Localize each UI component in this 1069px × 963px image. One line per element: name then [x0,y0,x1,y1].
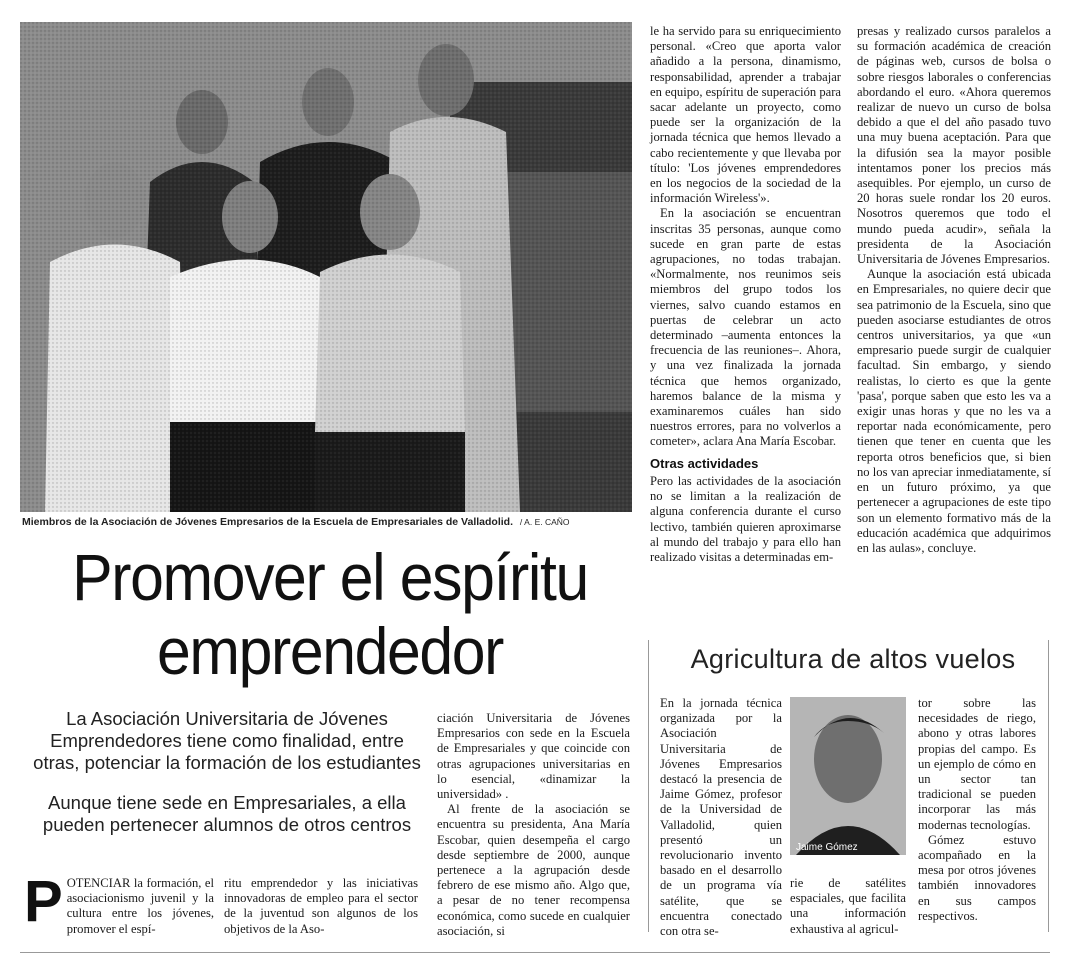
body-column-5-para-1: presas y realizado cursos paralelos a su formación académica de creación de páginas web, cursos de bolsa o sobre riesgos laborales o conferencias abordando el euro. «Ahora queremos realizar de nuevo un curso de bolsa debido a que el del año pasado tuvo una muy buena aceptación. Para que la difusión sea la mayor posible intentamos poner los precios más asequibles. Por ejemplo, un curso de 20 horas suele rondar los 20 euros. Nosotros queremos que todo el mundo pueda acudir», señala la presidenta de la Asociación Universitaria de Jóvenes Empresarios. [857,24,1051,267]
sidebar-column-1 [660,696,782,939]
body-column-1-text: OTENCIAR la formación, el asociacionismo juvenil y la cultura entre los jóvenes, promover el espí- [66,876,214,936]
body-column-3-para-1: ciación Universitaria de Jóvenes Empresarios con sede en la Escuela de Empresariales y que coincide con otras agrupaciones universitarias en lo esencial, «dinamizar la universidad» . [437,711,630,802]
photo-caption-text: Miembros de la Asociación de Jóvenes Empresarios de la Escuela de Empresariales de Valladolid. [22,516,513,528]
headline-line-2: emprendedor [156,614,504,688]
deck-lead: La Asociación Universitaria de Jóvenes Emprendedores tiene como finalidad, entre otras, potenciar la formación de los estudiantes [33,708,421,773]
body-column-4-para-2: En la asociación se encuentran inscritas 35 personas, aunque como sucede en gran parte de estas agrupaciones, no todas trabajan. «Normalmente, nos reunimos seis miembros del grupo todos los viernes, salvo cuando estamos en puertas de celebrar un acto determinado –aumenta entonces la frecuencia de las reuniones–. Ahora, y una vez finalizada la jornada técnica que hemos organizado, haremos balance de la misma y examinaremos cuáles han sido nuestros errores, para no volverlos a cometer», aclara Ana María Escobar. [650,206,841,449]
body-column-2-text: ritu emprendedor y las iniciativas innovadoras de empleo para el sector de la juventud son algunos de los objetivos de la Aso- [224,876,418,936]
body-column-4-para-3: Pero las actividades de la asociación no se limitan a la realización de alguna conferencia durante el curso lectivo, también quieren aproximarse al mundo del trabajo y para ello han realizado visitas a determinadas em- [650,473,841,564]
sidebar-right-rule [1048,640,1049,932]
portrait-illustration [790,697,906,855]
sidebar-left-rule [648,640,649,932]
sidebar-column-1-text: En la jornada técnica organizada por la Asociación Universitaria de Jóvenes Empresarios destacó la presencia de Jaime Gómez, profesor de la Universidad de Valladolid, quien presentó un revolucionario invento basado en el desarrollo de un programa vía satélite, que se encuentra conectado con otra se- [660,696,782,939]
deck-second: Aunque tiene sede en Empresariales, a ella pueden pertenecer alumnos de otros centros [42,792,412,835]
sidebar-column-2 [790,876,906,937]
body-column-3 [437,711,630,939]
sidebar-title: Agricultura de altos vuelos [690,644,1016,674]
portrait-label: Jaime Gómez [796,842,858,853]
subhead-otras-actividades: Otras actividades [650,455,759,471]
headline-line-1: Promover el espíritu [72,540,588,614]
group-photo-illustration [20,22,632,512]
body-column-2 [224,876,418,937]
body-column-5-para-2: Aunque la asociación está ubicada en Empresariales, no quiere decir que sea patrimonio de la Escuela, sino que pueden asociarse estudiantes de otros centros universitarios, ya que «un empresario puede surgir de cualquier facultad. Sin embargo, y siendo realistas, lo cierto es que la gente 'pasa', porque saben que esto les va a exigir unas horas y que no les va a reportar nada económicamente, pero tienen que tener en cuenta que les reporta otros beneficios que, si bien no los van apreciar inmediatamente, sí en un futuro próximo, ya que pertenecer a agrupaciones de este tipo son un elemento formativo más de la educación académica que adquirimos en las aulas», concluye. [857,267,1051,555]
body-column-1 [24,869,214,937]
photo-credit: / A. E. CAÑO [519,517,570,527]
body-column-3-para-2: Al frente de la asociación se encuentra su presidenta, Ana María Escobar, quien desempeña el cargo desde septiembre de 2000, aunque pertenece a la agrupación desde febrero de ese mismo año. Algo que, a pesar de no tener recompensa económica, como sucede en cualquier asociación, si [437,802,630,938]
body-column-5 [857,24,1051,556]
sidebar-column-2-text: rie de satélites espaciales, que facilita una información exhaustiva al agricul- [790,876,906,936]
drop-cap: P [24,869,63,934]
sidebar-column-3-para-1: tor sobre las necesidades de riego, abono y otras labores propias del campo. Es un ejemplo de cómo en un sector tan tradicional se pueden incorporar las más modernas tecnologías. [918,696,1036,832]
group-photo [20,22,632,512]
sidebar-column-3-para-2: Gómez estuvo acompañado en la mesa por otros jóvenes también innovadores en sus campos respectivos. [918,832,1036,923]
sidebar-column-3 [918,696,1036,924]
photo-caption [22,516,570,528]
portrait-photo [790,697,906,855]
body-column-4 [650,24,841,565]
page-bottom-rule [20,952,1050,953]
body-column-4-para-1: le ha servido para su enriquecimiento personal. «Creo que aporta valor añadido a la persona, dinamismo, responsabilidad, aprender a trabajar en equipo, espíritu de superación para sacar adelante un proyecto, como puede ser la organización de la jornada técnica que hemos llevado a cabo recientemente y que llevaba por título: 'Los jóvenes emprendedores en los negocios de la sociedad de la información Wireless'». [650,24,841,206]
headline [54,540,606,688]
